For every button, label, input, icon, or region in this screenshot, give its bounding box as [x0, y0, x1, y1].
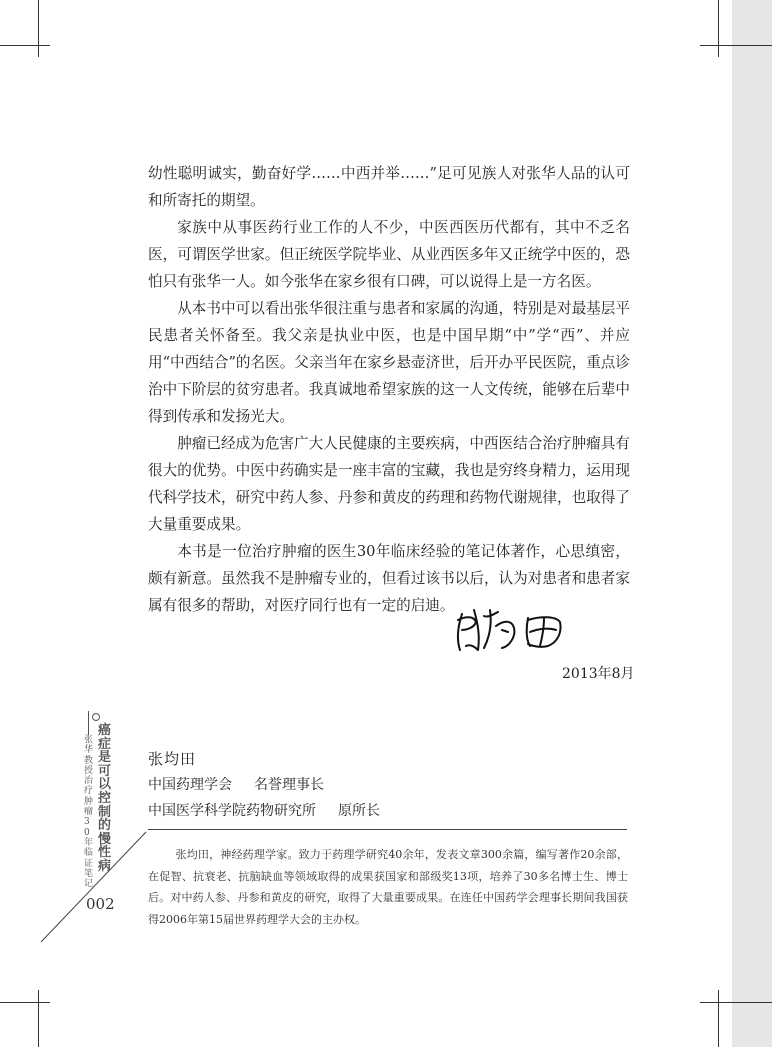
- author-name: 张均田: [148, 750, 197, 768]
- author-affiliation-2: [148, 798, 380, 824]
- body-paragraph: 本书是一位治疗肿瘤的医生30年临床经验的笔记体著作，心思缜密，颇有新意。虽然我不是肿瘤专业的，但看过该书以后，认为对患者和患者家属有很多的帮助，对医疗同行也有一定的启迪。: [148, 543, 630, 614]
- body-text: [148, 160, 630, 619]
- author-org: 中国医学科学院药物研究所: [148, 803, 316, 819]
- handwritten-signature: [452, 606, 582, 654]
- author-affiliation-1: [148, 772, 380, 798]
- author-title: 原所长: [338, 803, 380, 819]
- running-head-subtitle: 张华教授治疗肿瘤30年临证笔记: [84, 735, 94, 890]
- date: 2013年8月: [562, 666, 635, 682]
- crop-mark: [0, 1002, 50, 1003]
- crop-mark: [38, 990, 39, 1047]
- crop-mark: [700, 45, 772, 46]
- author-bio: 张均田，神经药理学家。致力于药理学研究40余年，发表文章300余篇，编写著作20余部，在促智、抗衰老、抗脑缺血等领域取得的成果获国家和部级奖13项，培养了30多名博士生、博士后。对中药人参、丹参和黄皮的研究，取得了大量重要成果。在连任中国药学会理事长期间我国获得2006年第15届世界药理学大会的主办权。: [148, 848, 628, 926]
- author-block: [148, 746, 380, 824]
- page-gutter: [732, 0, 772, 1047]
- body-paragraph: 肿瘤已经成为危害广大人民健康的主要疾病，中西医结合治疗肿瘤具有很大的优势。中医中药确实是一座丰富的宝藏，我也是穷终身精力，运用现代科学技术，研究中药人参、丹参和黄皮的药理和药物代谢规律，也取得了大量重要成果。: [148, 435, 630, 533]
- body-paragraph: 从本书中可以看出张华很注重与患者和家属的沟通，特别是对最基层平民患者关怀备至。我父亲是执业中医，也是中国早期“中”学“西”、并应用“中西结合”的名医。父亲当年在家乡悬壶济世，后开办平民医院，重点诊治中下阶层的贫穷患者。我真诚地希望家族的这一人文传统，能够在后辈中得到传承和发扬光大。: [148, 300, 630, 425]
- running-head-title: 癌症是可以控制的慢性病: [98, 723, 112, 874]
- crop-mark: [718, 990, 719, 1047]
- divider: [148, 829, 627, 830]
- author-org: 中国药理学会: [148, 777, 232, 793]
- decorative-line: [0, 0, 160, 960]
- page-number: 002: [86, 895, 115, 913]
- body-paragraph: 家族中从事医药行业工作的人不少，中医西医历代都有，其中不乏名医，可谓医学世家。但正统医学院毕业、从业西医多年又正统学中医的，恐怕只有张华一人。如今张华在家乡很有口碑，可以说得上是一方名医。: [148, 219, 630, 290]
- body-paragraph: 幼性聪明诚实，勤奋好学……中西并举……”足可见族人对张华人品的认可和所寄托的期望。: [148, 165, 630, 209]
- crop-mark: [700, 1002, 772, 1003]
- author-title: 名誉理事长: [254, 777, 324, 793]
- crop-mark: [718, 0, 719, 57]
